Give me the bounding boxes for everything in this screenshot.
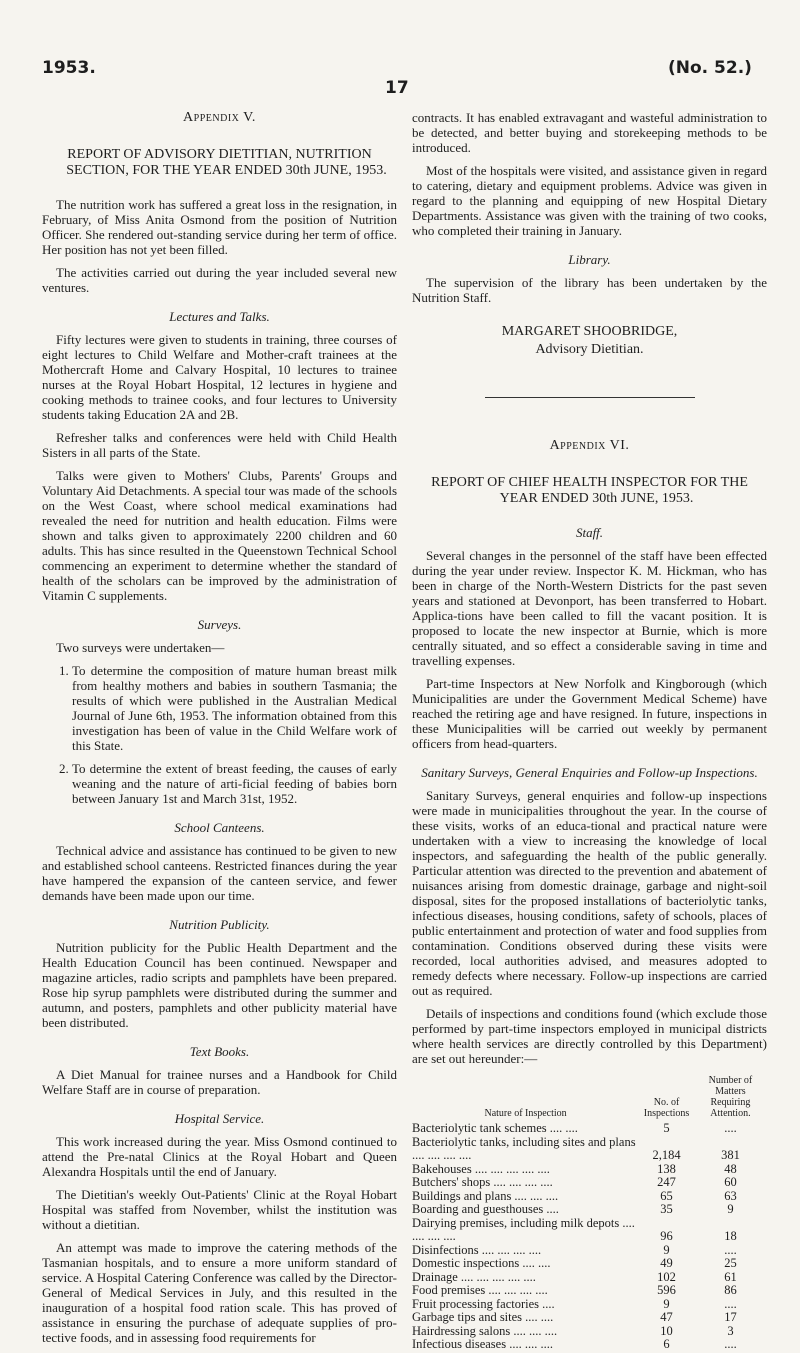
list-item: 1. To determine the composition of mature human breast milk from healthy mothers and babies in southern Tasmania; the results of which were published in the Australian Medical Journal of June 6th, 1953. The information obtained from this investigation has been of value in the Child Welfare work of this State.	[72, 663, 397, 753]
matters-count-cell: 61	[724, 1269, 737, 1284]
matters-count-cell: 63	[724, 1188, 737, 1203]
paragraph: Part-time Inspectors at New Norfolk and Kingborough (which Municipalities are under the Government Medical Scheme) have reached the retiring age and have resigned. In future, inspections in these Municipalities will be carried out weekly by permanent officers from head-quarters.	[412, 676, 767, 751]
header-number: (No. 52.)	[668, 58, 752, 78]
inspection-type-cell: Boarding and guesthouses ....	[412, 1202, 559, 1216]
table-row	[412, 1271, 767, 1285]
inspection-type-cell: Fruit processing factories ....	[412, 1296, 555, 1311]
surveys-list	[42, 663, 397, 806]
inspection-type-cell: Bacteriolytic tank schemes .... ....	[412, 1121, 578, 1135]
matters-count-cell: 381	[721, 1148, 740, 1162]
inspections-count-cell: 96	[660, 1229, 673, 1243]
report-title-dietitian: REPORT OF ADVISORY DIETITIAN, NUTRITION SECTION, FOR THE YEAR ENDED 30th JUNE, 1953.	[66, 147, 387, 178]
list-item: 2. To determine the extent of breast feeding, the causes of early weaning and the nature of arti-ficial feeding of babies born between January 1st and March 31st, 1952.	[72, 761, 397, 806]
table-row	[412, 1284, 767, 1298]
inspection-type-cell: Buildings and plans .... .... ....	[412, 1188, 559, 1203]
section-heading-canteens: School Canteens.	[174, 820, 265, 835]
inspections-table	[412, 1074, 767, 1352]
inspections-count-cell: 47	[660, 1310, 673, 1324]
table-row	[412, 1176, 767, 1190]
inspections-count-cell: 9	[663, 1296, 670, 1311]
section-heading-staff: Staff.	[575, 525, 604, 540]
matters-count-cell: ....	[724, 1121, 737, 1135]
paragraph: An attempt was made to improve the catering methods of the Tasmanian hospitals, and to ensure a more uniform standard of service. A Hospital Catering Conference was called by the Director-General of Medical Services in July, and this resulted in the inauguration of a hospital food ration scale. This has proved of assistance in ensuring the purchase of adequate supplies of pro-tective foods, and in assessing food requirements for	[42, 1240, 397, 1345]
paragraph: Sanitary Surveys, general enquiries and follow-up inspections were made in municipalities throughout the year. In the course of these visits, works of an educa-tional and practical nature were undertaken with a view to increasing the knowledge of local inspectors, and safeguarding the health of the public generally. Particular attention was directed to the prevention and abatement of nuisances arising from domestic drainage, garbage and night-soil disposal, sites for the proposed installations of bacteriolytic tanks, infectious diseases, housing conditions, safety of schools, places of public entertainment and protection of water and food supplies from contamination. Conditions observed during these visits were recorded, local authorities advised, and measures adopted to remedy defects where necessary. Follow-up inspections are carried out as required.	[412, 788, 767, 998]
section-heading-books: Text Books.	[189, 1044, 250, 1059]
inspection-type-cell: Drainage .... .... .... .... ....	[412, 1269, 536, 1284]
inspections-count-cell: 247	[657, 1175, 676, 1189]
left-column	[42, 110, 397, 1353]
section-divider	[485, 397, 695, 398]
table-row	[412, 1311, 767, 1325]
section-heading-publicity: Nutrition Publicity.	[169, 917, 270, 932]
paragraph: Talks were given to Mothers' Clubs, Parents' Groups and Voluntary Aid Detachments. A special tour was made of the schools on the West Coast, where school medical examinations had revealed the need for nutrition and health education. Films were shown and talks given to approximately 2200 children and 60 adults. This has since resulted in the Queenstown Technical School commencing an experiment to determine whether the standard of health of the scholars can be improved by the administration of Vitamin C supplements.	[42, 468, 397, 603]
column-header: No. of Inspections	[643, 1097, 690, 1119]
paragraph: Fifty lectures were given to students in training, three courses of eight lectures to Child Welfare and Mother-craft trainees at the Mothercraft Home and Calvary Hospital, 10 lectures to trainee nurses at the Royal Hobart Hospital, 12 lectures in hygiene and cooking methods to trainee cooks, and four lectures to University students taking Education 2A and 2B.	[42, 332, 397, 422]
inspections-count-cell: 2,184	[652, 1148, 681, 1162]
inspection-type-cell: Bakehouses .... .... .... .... ....	[412, 1161, 550, 1176]
inspections-count-cell: 35	[660, 1202, 673, 1216]
inspection-type-cell: Food premises .... .... .... ....	[412, 1283, 548, 1297]
signature-title: Advisory Dietitian.	[535, 342, 644, 357]
paragraph: Refresher talks and conferences were held with Child Health Sisters in all parts of the State.	[42, 430, 397, 460]
matters-count-cell: 48	[724, 1161, 737, 1176]
table-row	[412, 1190, 767, 1204]
paragraph: Several changes in the personnel of the staff have been effected during the year under review. Inspector K. M. Hickman, who has been in charge of the North-Western Districts for the past seven years and stationed at Devonport, has been transferred to Hobart. Applica-tions have been called to fill the vacant position. It is proposed to locate the new inspector at Burnie, which is more centrally situated, and so effect a considerable saving in time and travelling expenses.	[412, 548, 767, 668]
table-row	[412, 1163, 767, 1177]
matters-count-cell: 25	[724, 1256, 737, 1270]
inspections-count-cell: 65	[660, 1188, 673, 1203]
right-column	[412, 110, 767, 1352]
table-row	[412, 1136, 767, 1163]
inspections-count-cell: 5	[663, 1121, 670, 1135]
inspection-type-cell: Disinfections .... .... .... ....	[412, 1242, 542, 1257]
table-row	[412, 1298, 767, 1312]
matters-count-cell: ....	[724, 1242, 737, 1257]
inspection-type-cell: Infectious diseases .... .... ....	[412, 1337, 553, 1351]
inspections-count-cell: 596	[657, 1283, 676, 1297]
paragraph: Two surveys were undertaken—	[56, 640, 225, 655]
paragraph: Details of inspections and conditions found (which exclude those performed by part-time inspectors employed in municipal districts where health services are directly controlled by this Department) are set out hereunder:—	[412, 1006, 767, 1066]
table-row	[412, 1257, 767, 1271]
paragraph: The activities carried out during the year included several new ventures.	[42, 265, 397, 295]
matters-count-cell: ....	[724, 1296, 737, 1311]
matters-count-cell: 86	[724, 1283, 737, 1297]
table-row	[412, 1338, 767, 1352]
matters-count-cell: 17	[724, 1310, 737, 1324]
matters-count-cell: 3	[727, 1323, 734, 1338]
table-row	[412, 1122, 767, 1136]
column-header: Nature of Inspection	[484, 1108, 567, 1119]
inspections-count-cell: 102	[657, 1269, 676, 1284]
section-heading-surveys: Surveys.	[197, 617, 242, 632]
paragraph: This work increased during the year. Miss Osmond continued to attend the Pre-natal Clinics at the Royal Hobart and Queen Alexandra Hospitals until the end of January.	[42, 1134, 397, 1179]
column-header: Number of Matters Requiring Attention.	[708, 1075, 753, 1119]
section-heading-lectures: Lectures and Talks.	[169, 309, 270, 324]
table-row	[412, 1325, 767, 1339]
paragraph: A Diet Manual for trainee nurses and a Handbook for Child Welfare Staff are in course of preparation.	[42, 1067, 397, 1097]
inspections-count-cell: 6	[663, 1337, 670, 1351]
paragraph: Nutrition publicity for the Public Health Department and the Health Education Council has been continued. Newspaper and magazine articles, radio scripts and pamphlets have been prepared. Rose hip syrup pamphlets were distributed during the summer and autumn, and posters, pamphlets and other publicity material have been distributed.	[42, 940, 397, 1030]
table-row	[412, 1244, 767, 1258]
section-heading-sanitary: Sanitary Surveys, General Enquiries and Follow-up Inspections.	[421, 765, 758, 780]
matters-count-cell: 9	[727, 1202, 734, 1216]
table-row	[412, 1203, 767, 1217]
paragraph: The nutrition work has suffered a great loss in the resignation, in February, of Miss Anita Osmond from the position of Nutrition Officer. She rendered out-standing service during her term of office. Her position has not yet been filled.	[42, 197, 397, 257]
inspections-count-cell: 138	[657, 1161, 676, 1176]
paragraph: Most of the hospitals were visited, and assistance given in regard to catering, dietary and equipment problems. Advice was given in regard to the planning and equipping of new Hospital Dietary Departments. Assistance was given with the training of two cooks, who completed their training in January.	[412, 163, 767, 238]
inspection-type-cell: Domestic inspections .... ....	[412, 1256, 551, 1270]
inspection-type-cell: Dairying premises, including milk depots .... .... .... ....	[412, 1215, 635, 1243]
paragraph: The Dietitian's weekly Out-Patients' Clinic at the Royal Hobart Hospital was staffed from November, whilst the institution was without a dietitian.	[42, 1187, 397, 1232]
page-number: 17	[385, 78, 409, 98]
appendix-vi-heading: Appendix VI.	[549, 438, 630, 453]
header-year: 1953.	[42, 58, 96, 78]
paragraph: Technical advice and assistance has continued to be given to new and established school canteens. Restricted finances during the year have hampered the expansion of the canteen service, and fewer demands have been made upon our time.	[42, 843, 397, 903]
appendix-v-heading: Appendix V.	[183, 110, 256, 125]
paragraph: contracts. It has enabled extravagant and wasteful administration to be detected, and better buying and storekeeping methods to be introduced.	[412, 110, 767, 155]
table-row	[412, 1217, 767, 1244]
report-title-inspector: REPORT OF CHIEF HEALTH INSPECTOR FOR THE YEAR ENDED 30th JUNE, 1953.	[431, 475, 748, 506]
inspection-type-cell: Hairdressing salons .... .... ....	[412, 1323, 558, 1338]
matters-count-cell: 60	[724, 1175, 737, 1189]
paragraph: The supervision of the library has been undertaken by the Nutrition Staff.	[412, 275, 767, 305]
inspections-count-cell: 49	[660, 1256, 673, 1270]
inspection-type-cell: Garbage tips and sites .... ....	[412, 1310, 554, 1324]
inspections-count-cell: 9	[663, 1242, 670, 1257]
signature-name: MARGARET SHOOBRIDGE,	[501, 324, 678, 339]
matters-count-cell: ....	[724, 1337, 737, 1351]
inspection-type-cell: Butchers' shops .... .... .... ....	[412, 1175, 553, 1189]
matters-count-cell: 18	[724, 1229, 737, 1243]
inspection-type-cell: Bacteriolytic tanks, including sites and plans .... .... .... ....	[412, 1134, 636, 1162]
inspections-count-cell: 10	[660, 1323, 673, 1338]
signature-block	[412, 323, 767, 359]
section-heading-hospital: Hospital Service.	[174, 1111, 265, 1126]
section-heading-library: Library.	[568, 252, 611, 267]
